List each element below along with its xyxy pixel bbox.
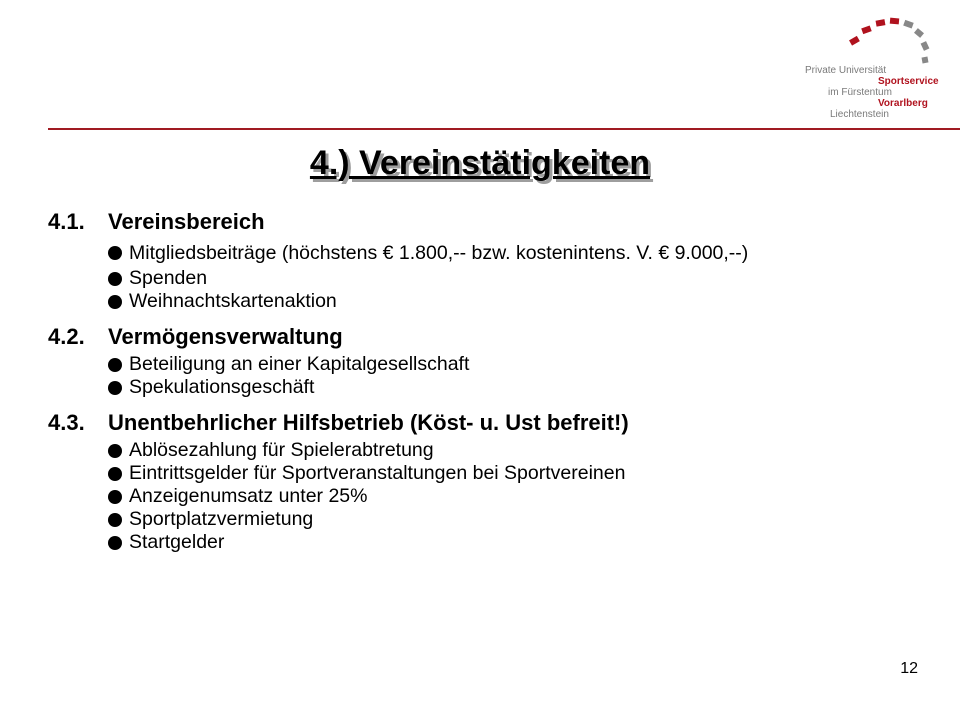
bullet-dot-icon — [108, 246, 122, 260]
bullet-dot-icon — [108, 358, 122, 372]
section-vermoegensverwaltung — [48, 321, 928, 399]
list-item — [108, 485, 928, 508]
section-number: 4.2. — [48, 324, 85, 349]
bullet-dot-icon — [108, 272, 122, 286]
logo-line-private-universitaet: Private Universität — [805, 65, 887, 76]
list-item — [108, 376, 928, 399]
list-item — [108, 267, 928, 290]
section-heading — [48, 206, 928, 238]
section-number: 4.3. — [48, 410, 85, 435]
logo-line-vorarlberg: Vorarlberg — [878, 98, 928, 109]
list-item — [108, 462, 928, 485]
section-heading — [48, 407, 928, 439]
list-item-text: Spenden — [129, 267, 208, 289]
list-item-text: Startgelder — [129, 531, 225, 553]
section-title: Vereinsbereich — [108, 209, 265, 234]
list-item-text: Anzeigenumsatz unter 25% — [129, 485, 368, 507]
bullet-dot-icon — [108, 381, 122, 395]
slide-title: 4.) Vereinstätigkeiten — [309, 144, 651, 182]
section-title: Unentbehrlicher Hilfsbetrieb (Köst- u. Ust befreit!) — [108, 410, 629, 435]
list-item-text: Mitgliedsbeiträge (höchstens € 1.800,-- bzw. kostenintens. V. € 9.000,--) — [129, 242, 749, 264]
list-item-text: Beteiligung an einer Kapitalgesellschaft — [129, 353, 470, 375]
section-vereinsbereich — [48, 206, 928, 313]
logo-line-sportservice: Sportservice — [878, 76, 939, 87]
bullet-dot-icon — [108, 295, 122, 309]
slide-content — [48, 206, 928, 562]
bullet-list — [48, 353, 928, 399]
bullet-dot-icon — [108, 490, 122, 504]
list-item — [108, 353, 928, 376]
list-item-text: Weihnachtskartenaktion — [129, 290, 337, 312]
bullet-dot-icon — [108, 513, 122, 527]
bullet-dot-icon — [108, 444, 122, 458]
list-item-text: Spekulationsgeschäft — [129, 376, 315, 398]
bullet-list — [48, 238, 928, 313]
header-rule — [48, 128, 960, 130]
logo-line-liechtenstein: Liechtenstein — [830, 109, 889, 120]
list-item — [108, 290, 928, 313]
section-number: 4.1. — [48, 209, 85, 234]
list-item — [108, 508, 928, 531]
bullet-dot-icon — [108, 536, 122, 550]
section-heading — [48, 321, 928, 353]
list-item — [108, 531, 928, 554]
list-item-text: Ablösezahlung für Spielerabtretung — [129, 439, 434, 461]
page-number: 12 — [900, 660, 918, 677]
bullet-list — [48, 439, 928, 554]
section-title: Vermögensverwaltung — [108, 324, 343, 349]
list-item-text: Eintrittsgelder für Sportveranstaltungen bei Sportvereinen — [129, 462, 626, 484]
list-item — [108, 238, 928, 269]
list-item-text: Sportplatzvermietung — [129, 508, 314, 530]
section-hilfsbetrieb — [48, 407, 928, 554]
bullet-dot-icon — [108, 467, 122, 481]
logo-line-im-fuerstentum: im Fürstentum — [828, 87, 892, 98]
university-logo — [800, 10, 950, 125]
list-item — [108, 439, 928, 462]
